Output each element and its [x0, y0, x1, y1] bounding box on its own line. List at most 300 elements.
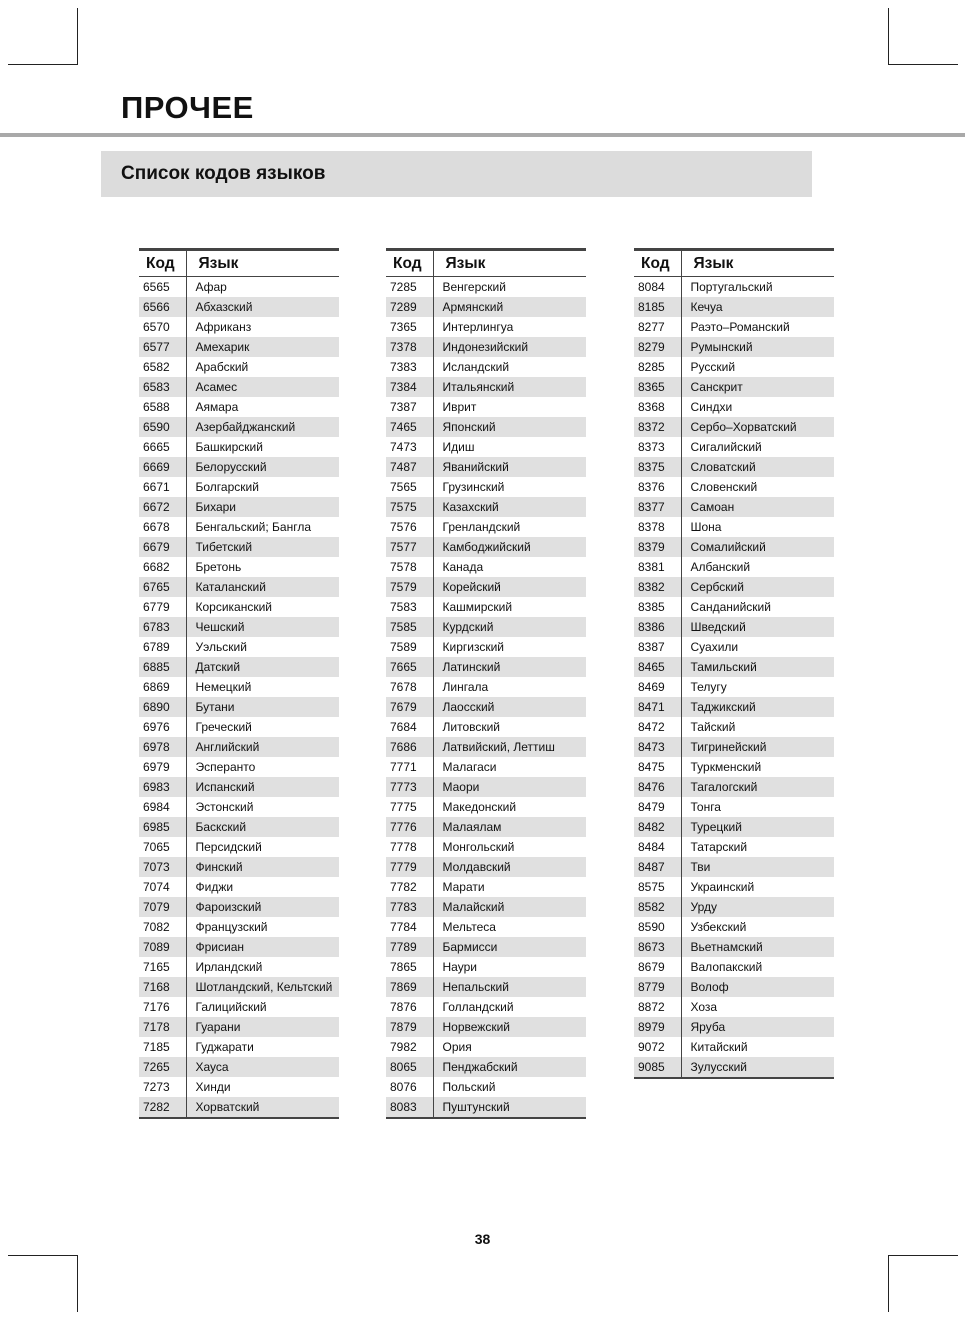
- language-name: Камбоджийский: [433, 537, 586, 557]
- language-code: 8385: [638, 600, 665, 614]
- language-code: 6678: [143, 520, 170, 534]
- language-code: 7678: [390, 680, 417, 694]
- table-row: [386, 877, 586, 897]
- language-name: Бутани: [186, 697, 339, 717]
- table-row: [139, 837, 339, 857]
- table-row: [634, 277, 834, 298]
- language-name: Румынский: [681, 337, 834, 357]
- table-row: [386, 277, 586, 298]
- table-row: [386, 437, 586, 457]
- language-code: 7776: [386, 817, 433, 837]
- language-name: Белорусский: [186, 457, 339, 477]
- language-code: 6983: [139, 777, 186, 797]
- language-code: 7865: [390, 960, 417, 974]
- crop-mark: [8, 64, 78, 65]
- language-name: Немецкий: [186, 677, 339, 697]
- language-name: Монгольский: [433, 837, 586, 857]
- language-code: 7684: [390, 720, 417, 734]
- table-row: [386, 1077, 586, 1097]
- language-code: 7879: [386, 1017, 433, 1037]
- table-row: [634, 597, 834, 617]
- language-code: 8472: [638, 720, 665, 734]
- subsection-title: Список кодов языков: [121, 163, 326, 184]
- language-code: 7789: [386, 937, 433, 957]
- language-code: 6779: [143, 600, 170, 614]
- table-row: [386, 697, 586, 717]
- language-name: Корсиканский: [186, 597, 339, 617]
- language-code: 8471: [634, 697, 681, 717]
- language-code: 7771: [390, 760, 417, 774]
- table-row: [386, 757, 586, 777]
- language-name: Суахили: [681, 637, 834, 657]
- language-name: Корейский: [433, 577, 586, 597]
- language-code: 6979: [143, 760, 170, 774]
- language-code: 7775: [390, 800, 417, 814]
- language-code: 7876: [390, 1000, 417, 1014]
- language-name: Английский: [186, 737, 339, 757]
- language-code: 6582: [143, 360, 170, 374]
- language-code: 8575: [638, 880, 665, 894]
- language-code: 6679: [139, 537, 186, 557]
- table-row: [634, 877, 834, 897]
- table-row: [139, 657, 339, 677]
- table-row: [634, 697, 834, 717]
- table-row: [386, 657, 586, 677]
- language-name: Эстонский: [186, 797, 339, 817]
- language-name: Молдавский: [433, 857, 586, 877]
- language-name: Датский: [186, 657, 339, 677]
- language-name: Марати: [433, 877, 586, 897]
- language-code: 8484: [638, 840, 665, 854]
- language-code: 6669: [139, 457, 186, 477]
- language-name: Арабский: [186, 357, 339, 377]
- table-row: [139, 977, 339, 997]
- table-row: [139, 757, 339, 777]
- crop-mark: [8, 1255, 78, 1256]
- language-name: Грузинский: [433, 477, 586, 497]
- language-code: 8084: [638, 280, 665, 294]
- language-name: Японский: [433, 417, 586, 437]
- table-row: [386, 777, 586, 797]
- code-header: Код: [139, 250, 186, 277]
- table-row: [634, 897, 834, 917]
- language-code: 8479: [638, 800, 665, 814]
- language-code: 6978: [139, 737, 186, 757]
- table-row: [139, 737, 339, 757]
- language-code: 7686: [386, 737, 433, 757]
- table-row: [634, 917, 834, 937]
- language-name: Ория: [433, 1037, 586, 1057]
- language-name: Уэльский: [186, 637, 339, 657]
- language-name: Французский: [186, 917, 339, 937]
- language-name: Португальский: [681, 277, 834, 298]
- language-name: Раэто–Романский: [681, 317, 834, 337]
- language-name: Тигринейский: [681, 737, 834, 757]
- language-code: 7473: [390, 440, 417, 454]
- language-code: 8372: [634, 417, 681, 437]
- table-row: [634, 377, 834, 397]
- crop-mark: [888, 8, 889, 65]
- language-name: Македонский: [433, 797, 586, 817]
- language-name: Вьетнамский: [681, 937, 834, 957]
- language-name: Маори: [433, 777, 586, 797]
- table-row: [634, 637, 834, 657]
- table-row: [634, 537, 834, 557]
- language-code: 8482: [634, 817, 681, 837]
- language-name: Урду: [681, 897, 834, 917]
- table-row: [634, 937, 834, 957]
- language-name: Фрисиан: [186, 937, 339, 957]
- table-row: [139, 857, 339, 877]
- table-row: [139, 297, 339, 317]
- language-code: 6588: [143, 400, 170, 414]
- language-name: Хауса: [186, 1057, 339, 1077]
- language-code: 7585: [386, 617, 433, 637]
- table-row: [386, 957, 586, 977]
- table-row: [139, 877, 339, 897]
- language-code: 8377: [634, 497, 681, 517]
- language-name: Наури: [433, 957, 586, 977]
- language-code: 8379: [634, 537, 681, 557]
- table-row: [386, 737, 586, 757]
- subsection-banner: [101, 151, 812, 197]
- language-name: Тамильский: [681, 657, 834, 677]
- language-name: Яванийский: [433, 457, 586, 477]
- language-name: Сербо–Хорватский: [681, 417, 834, 437]
- table-row: [139, 717, 339, 737]
- language-code: 8185: [634, 297, 681, 317]
- language-code: 6783: [139, 617, 186, 637]
- table-row: [634, 1057, 834, 1078]
- table-row: [139, 417, 339, 437]
- language-code: 7783: [386, 897, 433, 917]
- language-code: 8590: [638, 920, 665, 934]
- language-name: Пенджабский: [433, 1057, 586, 1077]
- language-name: Сигалийский: [681, 437, 834, 457]
- language-code: 8476: [634, 777, 681, 797]
- language-code: 7589: [390, 640, 417, 654]
- table-row: [634, 837, 834, 857]
- table-row: [139, 997, 339, 1017]
- crop-mark: [888, 64, 958, 65]
- language-name: Латинский: [433, 657, 586, 677]
- language-code: 6976: [143, 720, 170, 734]
- language-code: 8065: [386, 1057, 433, 1077]
- table-row: [386, 797, 586, 817]
- language-code: 6682: [143, 560, 170, 574]
- language-header: Язык: [433, 250, 586, 277]
- language-name: Санданийский: [681, 597, 834, 617]
- language-code: 8872: [638, 1000, 665, 1014]
- table-row: [634, 777, 834, 797]
- table-row: [386, 977, 586, 997]
- language-name: Сербский: [681, 577, 834, 597]
- table-row: [386, 497, 586, 517]
- language-code: 7079: [139, 897, 186, 917]
- language-code: 8469: [638, 680, 665, 694]
- language-code: 7778: [390, 840, 417, 854]
- table-row: [139, 897, 339, 917]
- table-row: [634, 557, 834, 577]
- language-name: Яруба: [681, 1017, 834, 1037]
- language-name: Сомалийский: [681, 537, 834, 557]
- language-name: Лаосский: [433, 697, 586, 717]
- language-code: 7282: [139, 1097, 186, 1118]
- table-row: [386, 397, 586, 417]
- language-code: 7576: [390, 520, 417, 534]
- language-name: Синдхи: [681, 397, 834, 417]
- language-code-table-2: [386, 248, 586, 1119]
- header-rule: [0, 133, 965, 137]
- table-row: [139, 1017, 339, 1037]
- language-name: Итальянский: [433, 377, 586, 397]
- language-name: Санскрит: [681, 377, 834, 397]
- language-code: 8277: [638, 320, 665, 334]
- language-code: 7487: [386, 457, 433, 477]
- language-name: Интерлингуа: [433, 317, 586, 337]
- table-row: [634, 617, 834, 637]
- language-name: Хоза: [681, 997, 834, 1017]
- table-row: [139, 517, 339, 537]
- table-row: [634, 577, 834, 597]
- crop-mark: [77, 1255, 78, 1312]
- table-row: [634, 977, 834, 997]
- table-row: [634, 1017, 834, 1037]
- language-name: Таджикский: [681, 697, 834, 717]
- table-row: [634, 737, 834, 757]
- language-name: Асамес: [186, 377, 339, 397]
- language-name: Кашмирский: [433, 597, 586, 617]
- language-code: 7273: [143, 1080, 170, 1094]
- table-row: [139, 337, 339, 357]
- code-header: Код: [386, 250, 433, 277]
- language-name: Баскский: [186, 817, 339, 837]
- language-name: Шотландский, Кельтский: [186, 977, 339, 997]
- language-name: Шона: [681, 517, 834, 537]
- language-code: 6765: [139, 577, 186, 597]
- table-row: [386, 897, 586, 917]
- language-code: 8779: [634, 977, 681, 997]
- table-row: [139, 957, 339, 977]
- language-code: 8382: [634, 577, 681, 597]
- table-row: [139, 697, 339, 717]
- language-code: 7176: [143, 1000, 170, 1014]
- language-code: 6984: [143, 800, 170, 814]
- language-code: 8475: [638, 760, 665, 774]
- language-code: 7575: [386, 497, 433, 517]
- table-row: [634, 857, 834, 877]
- language-code: 8083: [386, 1097, 433, 1118]
- language-code: 6890: [139, 697, 186, 717]
- language-name: Эсперанто: [186, 757, 339, 777]
- language-name: Тайский: [681, 717, 834, 737]
- table-row: [386, 517, 586, 537]
- table-row: [386, 357, 586, 377]
- table-row: [386, 477, 586, 497]
- table-row: [139, 597, 339, 617]
- language-name: Латвийский, Леттиш: [433, 737, 586, 757]
- language-name: Греческий: [186, 717, 339, 737]
- language-name: Амехарик: [186, 337, 339, 357]
- table-row: [634, 957, 834, 977]
- language-name: Тонга: [681, 797, 834, 817]
- table-row: [634, 477, 834, 497]
- table-row: [139, 1097, 339, 1118]
- language-code: 8487: [634, 857, 681, 877]
- language-name: Валопакский: [681, 957, 834, 977]
- language-code: 7289: [386, 297, 433, 317]
- language-name: Афар: [186, 277, 339, 298]
- language-code: 7577: [386, 537, 433, 557]
- language-name: Исландский: [433, 357, 586, 377]
- table-row: [634, 297, 834, 317]
- language-code: 6583: [139, 377, 186, 397]
- language-name: Курдский: [433, 617, 586, 637]
- language-code: 8373: [638, 440, 665, 454]
- language-name: Аямара: [186, 397, 339, 417]
- page-number: 38: [474, 1231, 491, 1247]
- language-name: Каталанский: [186, 577, 339, 597]
- language-code: 7378: [386, 337, 433, 357]
- language-name: Норвежский: [433, 1017, 586, 1037]
- language-code: 8285: [638, 360, 665, 374]
- table-row: [634, 717, 834, 737]
- language-name: Тви: [681, 857, 834, 877]
- table-row: [139, 797, 339, 817]
- language-name: Самоан: [681, 497, 834, 517]
- table-row: [386, 417, 586, 437]
- language-code: 7465: [386, 417, 433, 437]
- language-code-table-1: [139, 248, 339, 1119]
- language-code: 7784: [390, 920, 417, 934]
- language-code: 7073: [139, 857, 186, 877]
- language-code: 6789: [143, 640, 170, 654]
- language-code: 8473: [634, 737, 681, 757]
- language-code: 7565: [390, 480, 417, 494]
- language-name: Мельтеса: [433, 917, 586, 937]
- language-code: 8582: [634, 897, 681, 917]
- language-code: 7285: [390, 280, 417, 294]
- table-row: [634, 657, 834, 677]
- language-name: Шведский: [681, 617, 834, 637]
- language-name: Галицийский: [186, 997, 339, 1017]
- section-title: ПРОЧЕЕ: [121, 90, 254, 125]
- language-name: Малаялам: [433, 817, 586, 837]
- language-name: Тагалогский: [681, 777, 834, 797]
- language-code: 7178: [139, 1017, 186, 1037]
- table-row: [139, 397, 339, 417]
- table-row: [634, 437, 834, 457]
- language-code: 7665: [386, 657, 433, 677]
- language-code: 8387: [638, 640, 665, 654]
- language-name: Украинский: [681, 877, 834, 897]
- language-code: 7384: [386, 377, 433, 397]
- language-name: Канада: [433, 557, 586, 577]
- table-row: [386, 297, 586, 317]
- table-row: [139, 437, 339, 457]
- language-name: Китайский: [681, 1037, 834, 1057]
- language-name: Татарский: [681, 837, 834, 857]
- language-code: 7065: [143, 840, 170, 854]
- table-row: [139, 1077, 339, 1097]
- language-code: 8673: [634, 937, 681, 957]
- language-code: 8381: [638, 560, 665, 574]
- table-row: [139, 357, 339, 377]
- language-code: 8376: [638, 480, 665, 494]
- language-code: 7679: [386, 697, 433, 717]
- language-name: Гуарани: [186, 1017, 339, 1037]
- crop-mark: [77, 8, 78, 65]
- language-code: 7782: [390, 880, 417, 894]
- table-row: [139, 617, 339, 637]
- language-name: Литовский: [433, 717, 586, 737]
- language-code: 6566: [139, 297, 186, 317]
- table-row: [386, 577, 586, 597]
- table-row: [139, 477, 339, 497]
- language-code: 8378: [638, 520, 665, 534]
- language-code: 6665: [143, 440, 170, 454]
- language-name: Киргизский: [433, 637, 586, 657]
- table-row: [386, 537, 586, 557]
- table-row: [139, 317, 339, 337]
- table-row: [386, 857, 586, 877]
- language-name: Волоф: [681, 977, 834, 997]
- table-row: [386, 917, 586, 937]
- language-name: Финский: [186, 857, 339, 877]
- language-code: 7578: [390, 560, 417, 574]
- crop-mark: [888, 1255, 958, 1256]
- table-row: [386, 677, 586, 697]
- language-code: 6671: [143, 480, 170, 494]
- language-code: 7165: [143, 960, 170, 974]
- table-row: [634, 317, 834, 337]
- language-code: 7779: [386, 857, 433, 877]
- language-name: Абхазский: [186, 297, 339, 317]
- table-row: [386, 1037, 586, 1057]
- language-code: 7383: [390, 360, 417, 374]
- table-row: [634, 397, 834, 417]
- language-code: 7869: [386, 977, 433, 997]
- language-code: 8386: [634, 617, 681, 637]
- language-code: 6869: [143, 680, 170, 694]
- table-row: [139, 937, 339, 957]
- language-name: Зулусский: [681, 1057, 834, 1078]
- language-name: Гренландский: [433, 517, 586, 537]
- language-code: 7583: [390, 600, 417, 614]
- language-code: 7982: [390, 1040, 417, 1054]
- table-row: [634, 797, 834, 817]
- language-name: Фароизский: [186, 897, 339, 917]
- table-row: [386, 617, 586, 637]
- language-code: 8368: [638, 400, 665, 414]
- language-header: Язык: [681, 250, 834, 277]
- language-name: Словенский: [681, 477, 834, 497]
- table-row: [386, 597, 586, 617]
- language-name: Чешский: [186, 617, 339, 637]
- table-row: [139, 277, 339, 298]
- language-code: 8076: [390, 1080, 417, 1094]
- crop-mark: [888, 1255, 889, 1312]
- table-row: [386, 317, 586, 337]
- table-row: [139, 777, 339, 797]
- table-row: [634, 417, 834, 437]
- language-code: 6590: [139, 417, 186, 437]
- language-name: Турецкий: [681, 817, 834, 837]
- language-code: 6565: [143, 280, 170, 294]
- language-code: 6672: [139, 497, 186, 517]
- language-name: Армянский: [433, 297, 586, 317]
- language-name: Узбекский: [681, 917, 834, 937]
